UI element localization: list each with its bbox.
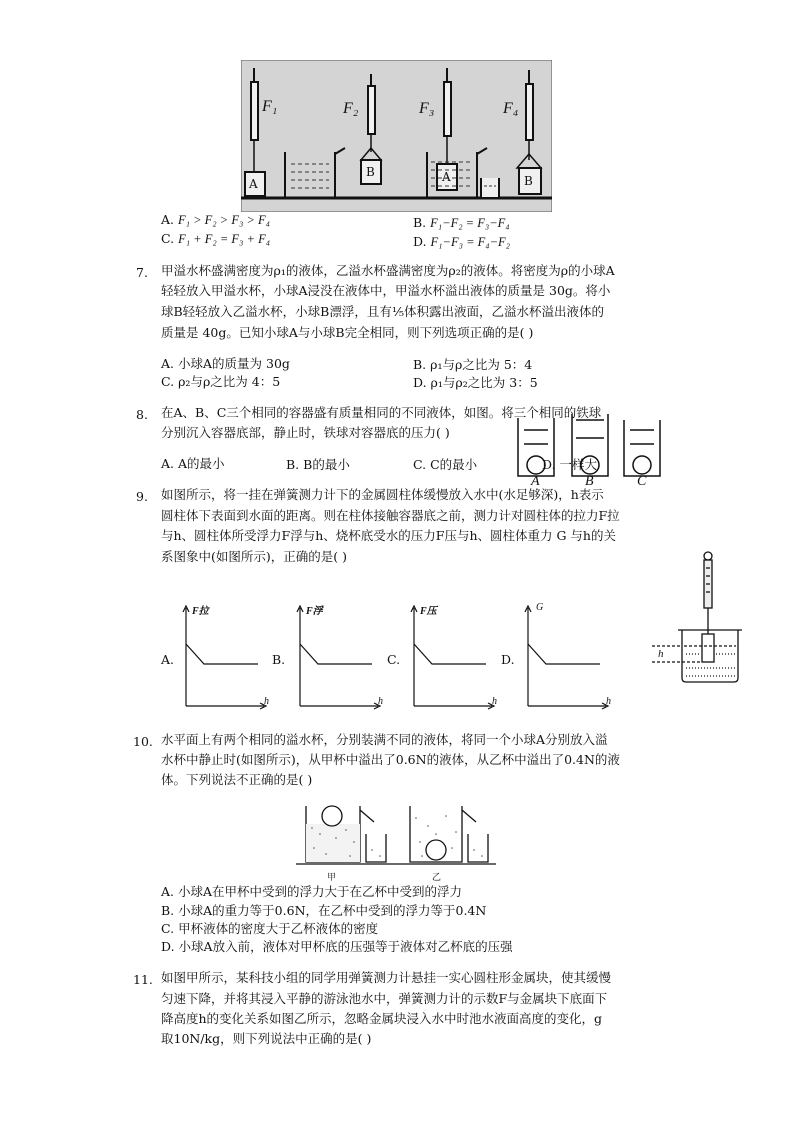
q7-option-b[interactable]: B. ρ₁与ρ之比为 5：4 (413, 357, 533, 372)
q6-label-f4: F₄ (503, 100, 519, 117)
q6-label-f3: F₃ (419, 100, 435, 117)
q9-graph-a (180, 602, 272, 712)
q7-option-c[interactable]: C. ρ₂与ρ之比为 4：5 (161, 374, 281, 389)
q9-graph-c-xlabel: h (492, 696, 497, 707)
q9-line-1: 如图所示，将一挂在弹簧测力计下的金属圆柱体缓慢放入水中(水足够深)，h表示 (161, 487, 604, 502)
q11-line-1: 如图甲所示，某科技小组的同学用弹簧测力计悬挂一实心圆柱形金属块，使其缓慢 (161, 970, 612, 985)
q6-block-b1: B (366, 165, 375, 179)
q9-graph-b-xlabel: h (378, 696, 383, 707)
q6-label-f1: F₁ (262, 98, 278, 115)
q9-graph-b-ylabel: F浮 (306, 606, 323, 617)
q11-line-4: 取10N/kg，则下列说法中正确的是( ) (161, 1031, 372, 1046)
q7-line-3: 球B轻轻放入乙溢水杯，小球B漂浮，且有⅕体积露出液面，乙溢水杯溢出液体的 (161, 304, 604, 319)
q7-option-a[interactable]: A. 小球A的质量为 30g (161, 356, 290, 371)
q9-line-2: 圆柱体下表面到水面的距离。则在柱体接触容器底之前，测力计对圆柱体的拉力F拉 (161, 508, 620, 523)
q7-line-1: 甲溢水杯盛满密度为ρ₁的液体，乙溢水杯盛满密度为ρ₂的液体。将密度为ρ的小球A (161, 263, 615, 278)
q9-side-h-label: h (658, 648, 664, 660)
q10-option-a[interactable]: A. 小球A在甲杯中受到的浮力大于在乙杯中受到的浮力 (161, 884, 463, 899)
q9-line-4: 系图象中(如图所示)，正确的是( ) (161, 549, 347, 564)
q11-line-3: 降高度h的变化关系如图乙所示，忽略金属块浸入水中时池水液面高度的变化，g (161, 1011, 603, 1026)
q8-containers-figure (516, 410, 666, 488)
q9-graph-c-key[interactable]: C. (387, 652, 401, 667)
q6-block-a1: A (249, 177, 258, 191)
q10-label-yi: 乙 (432, 873, 442, 883)
q9-graph-d-ylabel: G (536, 602, 544, 613)
q6-label-f2: F₂ (343, 100, 359, 117)
q9-graph-b-key[interactable]: B. (272, 652, 286, 667)
q8-label-a: A (531, 474, 540, 489)
q6-option-c[interactable]: C. F₁ + F₂ = F₃ + F₄ (161, 231, 271, 246)
q9-line-3: 与h、圆柱体所受浮力F浮与h、烧杯底受水的压力F压与h、圆柱体重力 G 与h的关 (161, 528, 616, 543)
q8-label-b: B (585, 474, 594, 489)
q11-line-2: 匀速下降，并将其浸入平静的游泳池水中，弹簧测力计的示数F与金属块下底面下 (161, 991, 608, 1006)
q6-block-a2: A (442, 170, 451, 184)
q9-side-apparatus (648, 550, 748, 690)
q7-number: 7. (136, 265, 148, 280)
q10-option-b[interactable]: B. 小球A的重力等于0.6N，在乙杯中受到的浮力等于0.4N (161, 903, 487, 918)
q6-apparatus-drawing (241, 60, 552, 212)
q10-number: 10. (133, 734, 153, 749)
q9-graph-c (408, 602, 500, 712)
q8-label-c: C (637, 474, 647, 489)
q10-option-c[interactable]: C. 甲杯液体的密度大于乙杯液体的密度 (161, 921, 379, 936)
q7-option-d[interactable]: D. ρ₁与ρ₂之比为 3：5 (413, 375, 538, 390)
q9-graph-a-ylabel: F拉 (192, 606, 209, 617)
q9-graph-a-key[interactable]: A. (161, 652, 175, 667)
q8-line-1: 在A、B、C三个相同的容器盛有质量相同的不同液体，如图。将三个相同的铁球 (161, 405, 602, 420)
q7-line-4: 质量是 40g。已知小球A与小球B完全相同，则下列选项正确的是( ) (161, 325, 534, 340)
q10-line-3: 体。下列说法不正确的是( ) (161, 772, 313, 787)
q9-graph-a-xlabel: h (264, 696, 269, 707)
q9-graph-b (294, 602, 386, 712)
q7-line-2: 轻轻放入甲溢水杯，小球A浸没在液体中，甲溢水杯溢出液体的质量是 30g。将小 (161, 283, 611, 298)
q9-graph-d (522, 602, 614, 712)
q9-graph-c-ylabel: F压 (420, 606, 437, 617)
q10-option-d[interactable]: D. 小球A放入前，液体对甲杯底的压强等于液体对乙杯底的压强 (161, 939, 513, 954)
q8-option-d[interactable]: D. 一样大 (542, 457, 598, 472)
q8-option-a[interactable]: A. A的最小 (161, 456, 225, 471)
q6-option-d[interactable]: D. F₁−F₃ = F₄−F₂ (413, 234, 511, 249)
q9-graph-d-key[interactable]: D. (501, 652, 515, 667)
q10-line-1: 水平面上有两个相同的溢水杯，分别装满不同的液体，将同一个小球A分别放入溢 (161, 732, 608, 747)
q6-option-b[interactable]: B. F₁−F₂ = F₃−F₄ (413, 215, 510, 230)
q6-photo-figure (241, 60, 552, 212)
q6-block-b2: B (524, 174, 533, 188)
q9-graph-d-xlabel: h (606, 696, 611, 707)
q10-label-jia: 甲 (327, 873, 337, 883)
q8-option-c[interactable]: C. C的最小 (413, 457, 478, 472)
q10-line-2: 水杯中静止时(如图所示)，从甲杯中溢出了0.6N的液体，从乙杯中溢出了0.4N的液 (161, 752, 620, 767)
q11-number: 11. (133, 972, 153, 987)
q6-option-a[interactable]: A. F₁ > F₂ > F₃ > F₄ (161, 212, 270, 227)
q8-option-b[interactable]: B. B的最小 (286, 457, 350, 472)
q8-line-2: 分别沉入容器底部，静止时，铁球对容器底的压力( ) (161, 425, 450, 440)
q9-number: 9. (136, 489, 148, 504)
q10-cups-figure (296, 798, 496, 882)
q8-number: 8. (136, 407, 148, 422)
